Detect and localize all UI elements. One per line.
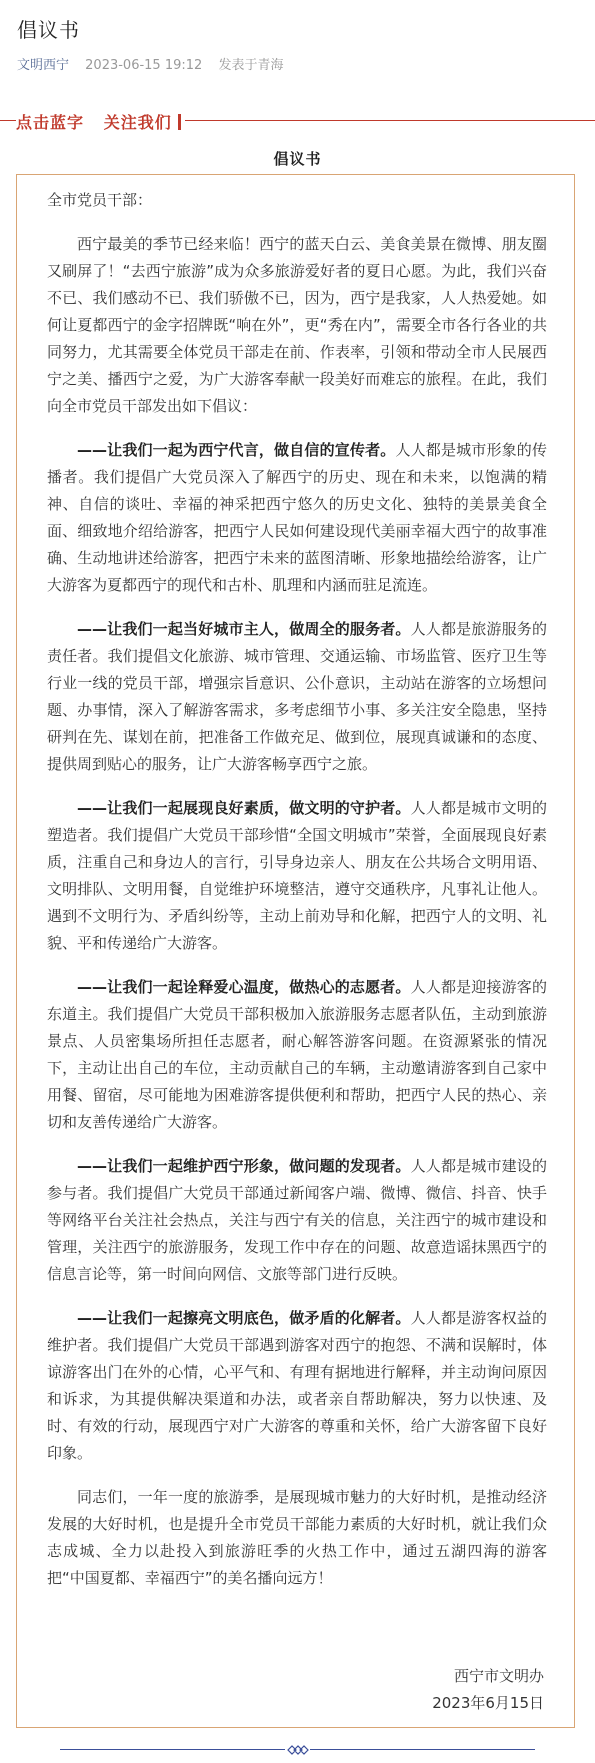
- proposal-item: [47, 437, 547, 599]
- proposal-item-body: 人人都是城市建设的参与者。我们提倡广大党员干部通过新闻客户端、微博、微信、抖音、快手等网络平台关注社会热点，关注与西宁有关的信息，关注西宁的城市建设和管理，关注西宁的旅游服务，发现工作中存在的问题、故意造谣抹黑西宁的信息言论等，第一时间向网信、文旅等部门进行反映。: [47, 1157, 547, 1283]
- proposal-item-body: 人人都是城市形象的传播者。我们提倡广大党员深入了解西宁的历史、现在和未来，以饱满的精神、自信的谈吐、幸福的神采把西宁悠久的历史文化、独特的美景美食全面、细致地介绍给游客，把西宁人民如何建设现代美丽幸福大西宁的故事准确、生动地讲述给游客，把西宁未来的蓝图清晰、形象地描绘给游客，让广大游客为夏都西宁的现代和古朴、肌理和内涵而驻足流连。: [47, 441, 547, 594]
- proposal-box: [16, 174, 575, 1728]
- proposal-content: [47, 187, 547, 1609]
- proposal-item-body: 人人都是迎接游客的东道主。我们提倡广大党员干部积极加入旅游服务志愿者队伍，主动到旅游景点、人员密集场所担任志愿者，耐心解答游客问题。在资源紧张的情况下，主动让出自己的车位，主动贡献自己的车辆，主动邀请游客到自己家中用餐、留宿，尽可能地为困难游客提供便利和帮助，把西宁人民的热心、亲切和友善传递给广大游客。: [47, 978, 547, 1131]
- signature-org: 西宁市文明办: [453, 1667, 544, 1685]
- signature-block: [432, 1663, 544, 1717]
- closing-paragraph: 同志们，一年一度的旅游季，是展现城市魅力的大好时机，是推动经济发展的大好时机，也是提升全市党员干部能力素质的大好时机，就让我们众志成城、全力以赴投入到旅游旺季的火热工作中，通过五湖四海的游客把“中国夏都、幸福西宁”的美名播向远方！: [47, 1488, 547, 1587]
- signature-date: 2023年6月15日: [432, 1694, 544, 1712]
- intro-paragraph: 西宁最美的季节已经来临！西宁的蓝天白云、美食美景在微博、朋友圈又刷屏了！“去西宁旅游”成为众多旅游爱好者的夏日心愿。为此，我们兴奋不已、我们感动不已、我们骄傲不已，因为，西宁是我家，人人热爱她。如何让夏都西宁的金字招牌既“响在外”，更“秀在内”，需要全市各行各业的共同努力，尤其需要全体党员干部走在前、作表率，引领和带动全市人民展西宁之美、播西宁之爱，为广大游客奉献一段美好而难忘的旅程。在此，我们向全市党员干部发出如下倡议：: [47, 235, 547, 415]
- follow-banner[interactable]: [0, 100, 595, 140]
- proposal-item: [47, 1153, 547, 1288]
- salutation: 全市党员干部：: [47, 191, 153, 209]
- proposal-item: [47, 1305, 547, 1467]
- account-name-link[interactable]: 文明西宁: [17, 58, 70, 73]
- proposal-item-body: 人人都是城市文明的塑造者。我们提倡广大党员干部珍惜“全国文明城市”荣誉，全面展现良好素质，注重自己和身边人的言行，引导身边亲人、朋友在公共场合文明用语、文明排队、文明用餐，自觉维护环境整洁，遵守交通秩序，凡事礼让他人。遇到不文明行为、矛盾纠纷等，主动上前劝导和化解，把西宁人的文明、礼貌、平和传递给广大游客。: [47, 799, 547, 952]
- follow-banner-text: 点击蓝字 关注我们: [16, 113, 172, 132]
- knot-divider-icon: [286, 1744, 310, 1756]
- proposal-item: [47, 616, 547, 778]
- footer-divider-line-right: [310, 1749, 535, 1750]
- proposal-item-lead: ——让我们一起维护西宁形象，做问题的发现者。: [77, 1157, 411, 1175]
- proposal-item-body: 人人都是旅游服务的责任者。我们提倡文化旅游、城市管理、交通运输、市场监管、医疗卫生等行业一线的党员干部，增强宗旨意识、公仆意识，主动站在游客的立场想问题、办事情，深入了解游客需求，多考虑细节小事、多关注安全隐患，坚持研判在先、谋划在前，把准备工作做充足、做到位，展现真诚谦和的态度、提供周到贴心的服务，让广大游客畅享西宁之旅。: [47, 620, 547, 773]
- follow-bar-icon: [178, 114, 181, 130]
- follow-banner-label[interactable]: [16, 110, 185, 133]
- proposal-item-body: 人人都是游客权益的维护者。我们提倡广大党员干部遇到游客对西宁的抱怨、不满和误解时，体谅游客出门在外的心情，心平气和、有理有据地进行解释，并主动询问原因和诉求，为其提供解决渠道和办法，或者亲自帮助解决，努力以快速、及时、有效的行动，展现西宁对广大游客的尊重和关怀，给广大游客留下良好印象。: [47, 1309, 547, 1462]
- proposal-item-lead: ——让我们一起诠释爱心温度，做热心的志愿者。: [77, 978, 411, 996]
- proposal-item-lead: ——让我们一起为西宁代言，做自信的宣传者。: [77, 441, 396, 459]
- footer-divider: [60, 1744, 535, 1756]
- footer-divider-line-left: [60, 1749, 285, 1750]
- proposal-item: [47, 795, 547, 957]
- publish-date: 2023-06-15 19:12: [85, 58, 203, 73]
- proposal-item: [47, 974, 547, 1136]
- article-meta: [17, 54, 283, 73]
- proposal-item-lead: ——让我们一起擦亮文明底色，做矛盾的化解者。: [77, 1309, 411, 1327]
- proposal-item-lead: ——让我们一起展现良好素质，做文明的守护者。: [77, 799, 411, 817]
- proposal-item-lead: ——让我们一起当好城市主人，做周全的服务者。: [77, 620, 411, 638]
- document-heading: 倡议书: [273, 150, 322, 168]
- article-title: 倡议书: [17, 18, 80, 42]
- publish-location: 发表于青海: [218, 58, 284, 73]
